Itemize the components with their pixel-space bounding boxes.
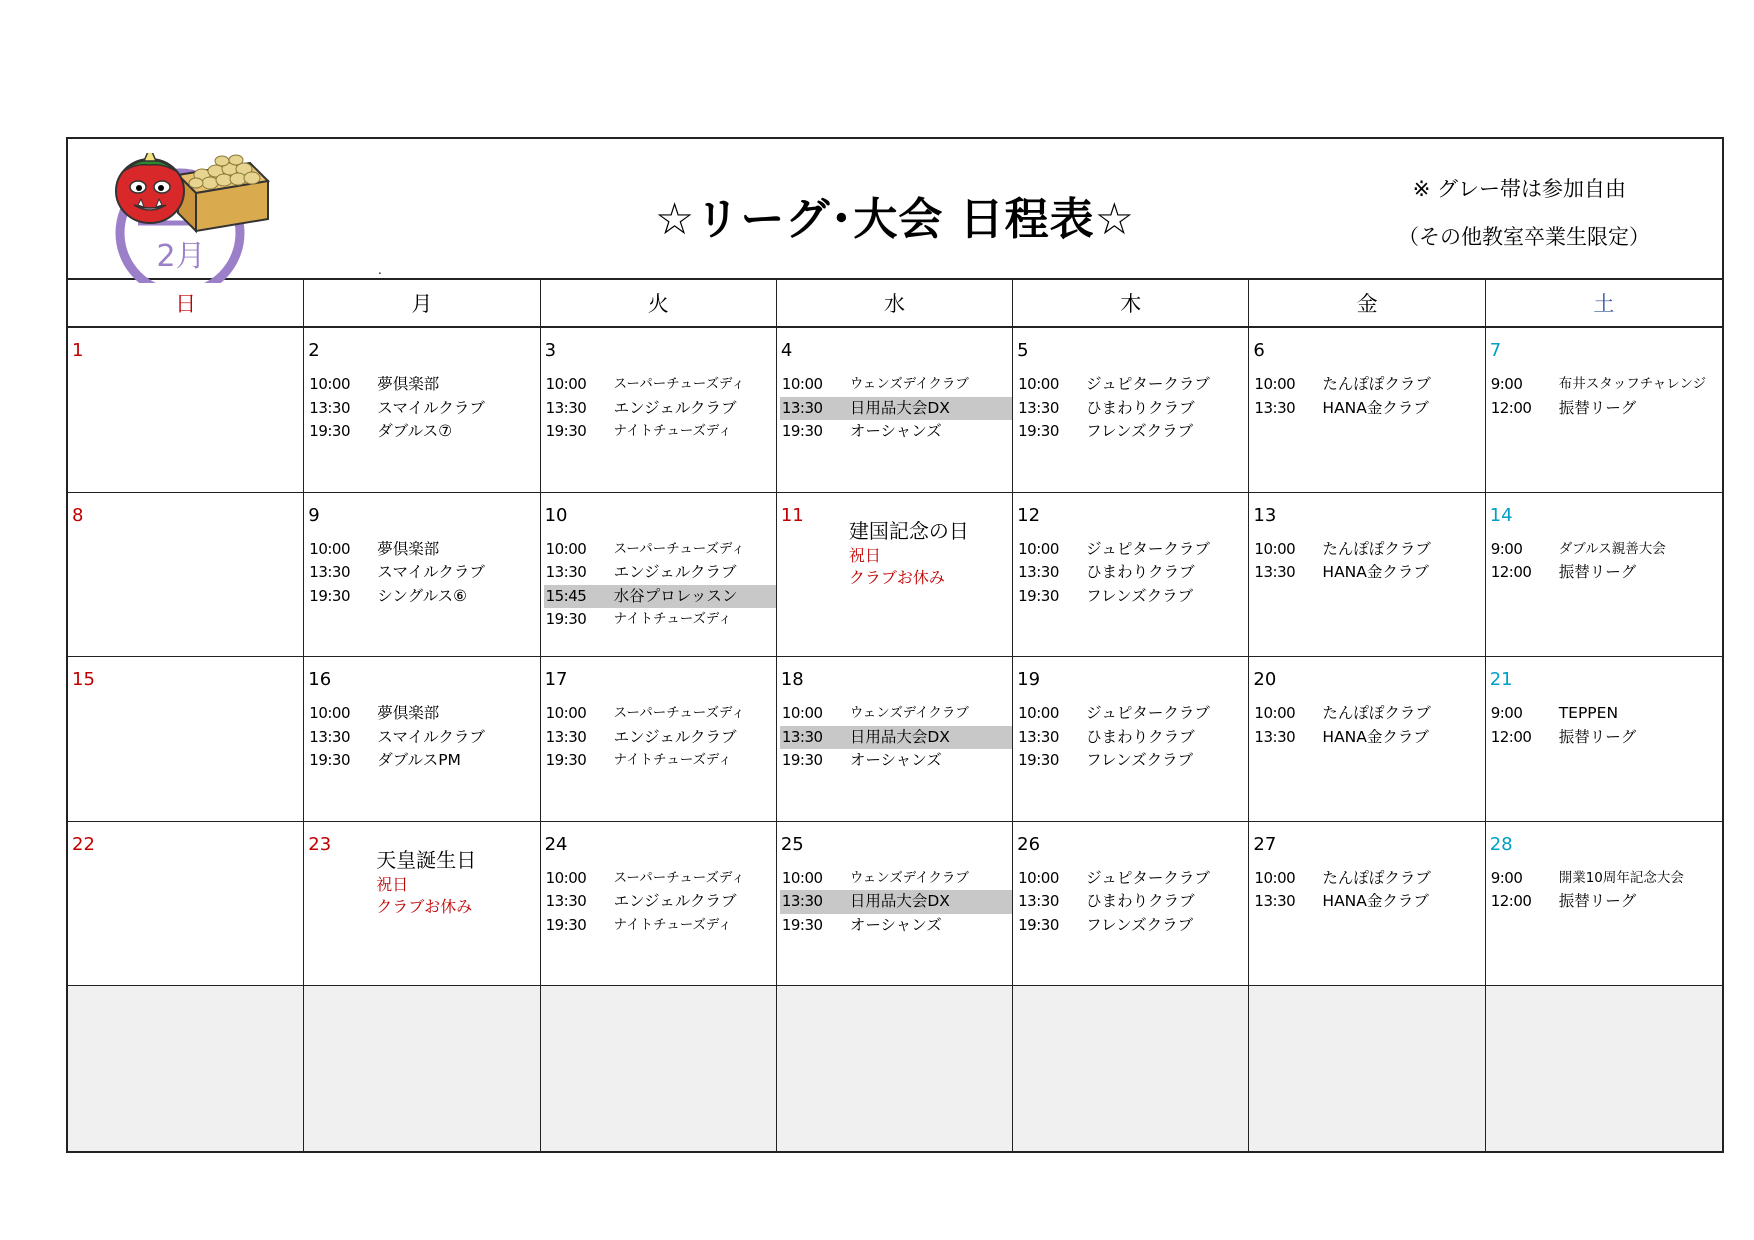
event-time: 19:30 bbox=[781, 915, 823, 934]
event-row bbox=[307, 538, 539, 562]
event-row bbox=[1016, 867, 1248, 891]
event-row bbox=[1489, 702, 1722, 726]
calendar-day-cell bbox=[777, 328, 1013, 493]
day-number: 9 bbox=[308, 504, 320, 526]
event-time: 19:30 bbox=[781, 422, 823, 440]
event-time: 10:00 bbox=[309, 704, 351, 723]
calendar-day-cell bbox=[777, 822, 1013, 987]
day-number: 1 bbox=[72, 340, 84, 361]
calendar-day-cell bbox=[304, 328, 540, 493]
day-number: 25 bbox=[780, 833, 804, 855]
event-list bbox=[307, 538, 539, 609]
event-row-open-participation bbox=[780, 397, 1012, 421]
calendar-day-cell bbox=[1486, 328, 1722, 493]
event-time: 13:30 bbox=[309, 398, 351, 417]
day-number: 20 bbox=[1253, 669, 1277, 691]
event-list bbox=[544, 702, 776, 773]
event-row bbox=[307, 585, 539, 609]
event-time: 10:00 bbox=[781, 704, 823, 723]
event-name: 夢倶楽部 bbox=[377, 539, 440, 558]
event-time: 13:30 bbox=[1254, 727, 1296, 746]
event-row bbox=[1489, 397, 1722, 421]
day-number: 4 bbox=[780, 340, 793, 361]
event-time: 19:30 bbox=[545, 751, 587, 770]
month-label: 2月 bbox=[156, 239, 206, 274]
event-name: 振替リーグ bbox=[1558, 727, 1637, 746]
event-row bbox=[780, 373, 1012, 397]
calendar-day-cell bbox=[1249, 822, 1485, 987]
event-time: 19:30 bbox=[309, 422, 351, 440]
weekday-header-row bbox=[68, 280, 1722, 328]
event-name: オーシャンズ bbox=[849, 751, 942, 770]
day-number: 8 bbox=[72, 504, 84, 526]
event-name: たんぽぽクラブ bbox=[1322, 704, 1431, 723]
event-name: たんぽぽクラブ bbox=[1322, 868, 1431, 887]
holiday-name: 天皇誕生日 bbox=[376, 847, 477, 872]
event-name: 開業10周年記念大会 bbox=[1558, 869, 1684, 886]
event-row bbox=[1016, 420, 1248, 444]
event-name: フレンズクラブ bbox=[1086, 422, 1194, 440]
event-row bbox=[1252, 538, 1484, 562]
event-time: 10:00 bbox=[545, 704, 587, 723]
calendar-day-cell bbox=[1486, 493, 1722, 658]
event-time: 10:00 bbox=[1018, 704, 1059, 723]
event-name: ひまわりクラブ bbox=[1086, 398, 1195, 417]
calendar-day-cell bbox=[541, 986, 777, 1151]
event-row bbox=[1489, 890, 1722, 914]
day-number: 18 bbox=[780, 669, 804, 691]
weekday-header-1: 月 bbox=[304, 280, 540, 326]
event-row bbox=[1252, 726, 1484, 750]
calendar-day-cell bbox=[1013, 822, 1249, 987]
event-name: ジュピタークラブ bbox=[1086, 539, 1210, 558]
day-number: 27 bbox=[1253, 833, 1277, 855]
event-time: 12:00 bbox=[1490, 727, 1532, 746]
event-time: 9:00 bbox=[1490, 704, 1523, 723]
event-name: ナイトチューズディ bbox=[613, 611, 732, 628]
event-row bbox=[544, 914, 776, 938]
event-row bbox=[1252, 890, 1484, 914]
event-row bbox=[307, 373, 539, 397]
weekday-header-2: 火 bbox=[541, 280, 777, 326]
calendar-day-cell bbox=[68, 328, 304, 493]
event-name: フレンズクラブ bbox=[1086, 751, 1194, 770]
event-row-open-participation bbox=[780, 890, 1012, 914]
day-number: 21 bbox=[1489, 669, 1513, 691]
event-time: 10:00 bbox=[545, 539, 587, 558]
event-list bbox=[307, 702, 539, 773]
event-row bbox=[307, 726, 539, 750]
calendar-day-cell bbox=[1249, 328, 1485, 493]
event-name: ひまわりクラブ bbox=[1086, 727, 1195, 746]
event-row bbox=[1252, 702, 1484, 726]
event-row bbox=[1489, 373, 1722, 397]
schedule-frame bbox=[66, 137, 1724, 1153]
day-number: 13 bbox=[1253, 504, 1277, 526]
day-number: 19 bbox=[1017, 669, 1041, 691]
calendar-day-cell bbox=[777, 493, 1013, 658]
event-time: 13:30 bbox=[1254, 892, 1296, 911]
calendar-day-cell bbox=[304, 986, 540, 1151]
event-list bbox=[1489, 702, 1722, 749]
calendar-day-cell bbox=[1013, 986, 1249, 1151]
day-number: 28 bbox=[1489, 833, 1513, 855]
event-time: 12:00 bbox=[1490, 398, 1532, 417]
day-number: 17 bbox=[544, 669, 568, 691]
event-list bbox=[1489, 538, 1722, 585]
event-name: エンジェルクラブ bbox=[613, 563, 737, 582]
event-time: 10:00 bbox=[1254, 868, 1296, 887]
weekday-header-4: 木 bbox=[1013, 280, 1249, 326]
day-number: 26 bbox=[1017, 833, 1041, 855]
event-row-open-participation bbox=[544, 585, 776, 609]
event-list bbox=[544, 373, 776, 444]
calendar-grid bbox=[68, 328, 1722, 1151]
event-list bbox=[1016, 867, 1248, 938]
event-time: 13:30 bbox=[1254, 563, 1296, 582]
event-time: 10:00 bbox=[781, 868, 823, 887]
event-time: 13:30 bbox=[309, 563, 351, 582]
event-name: ダブルス⑦ bbox=[377, 422, 453, 440]
event-name: HANA金クラブ bbox=[1322, 398, 1429, 417]
event-name: ウェンズデイクラブ bbox=[849, 705, 969, 722]
event-time: 13:30 bbox=[545, 727, 587, 746]
weekday-header-3: 水 bbox=[777, 280, 1013, 326]
calendar-day-cell bbox=[68, 822, 304, 987]
event-name: スーパーチューズディ bbox=[613, 705, 745, 722]
event-name: スーパーチューズディ bbox=[613, 869, 745, 886]
event-name: HANA金クラブ bbox=[1322, 563, 1429, 582]
event-row bbox=[307, 397, 539, 421]
event-row bbox=[1016, 914, 1248, 938]
event-name: 夢倶楽部 bbox=[377, 375, 440, 393]
event-time: 19:30 bbox=[545, 915, 587, 934]
event-row bbox=[307, 420, 539, 444]
event-name: HANA金クラブ bbox=[1322, 892, 1429, 911]
event-name: 日用品大会DX bbox=[849, 727, 950, 746]
event-name: ジュピタークラブ bbox=[1086, 704, 1210, 723]
event-row bbox=[544, 420, 776, 444]
event-time: 10:00 bbox=[781, 375, 823, 393]
event-name: エンジェルクラブ bbox=[613, 727, 737, 746]
event-time: 13:30 bbox=[1018, 727, 1059, 746]
day-number: 10 bbox=[544, 504, 568, 526]
holiday-block bbox=[376, 846, 476, 918]
event-list bbox=[1252, 867, 1484, 914]
event-name: TEPPEN bbox=[1558, 704, 1619, 723]
calendar-day-cell bbox=[541, 493, 777, 658]
event-time: 13:30 bbox=[545, 563, 587, 582]
event-name: スマイルクラブ bbox=[377, 563, 485, 582]
weekday-header-0: 日 bbox=[68, 280, 304, 326]
event-name: 振替リーグ bbox=[1558, 892, 1637, 911]
event-row bbox=[1252, 373, 1484, 397]
calendar-day-cell bbox=[541, 822, 777, 987]
event-time: 13:30 bbox=[1018, 563, 1059, 582]
event-name: ナイトチューズディ bbox=[613, 752, 732, 769]
calendar-day-cell bbox=[1013, 328, 1249, 493]
event-time: 19:30 bbox=[1018, 751, 1059, 770]
event-name: ダブルス親善大会 bbox=[1558, 540, 1666, 557]
event-time: 19:30 bbox=[545, 422, 587, 440]
day-number: 23 bbox=[308, 833, 332, 855]
event-row bbox=[1016, 538, 1248, 562]
event-row bbox=[780, 702, 1012, 726]
event-time: 10:00 bbox=[545, 868, 587, 887]
event-time: 10:00 bbox=[1018, 539, 1059, 558]
club-closed-label: クラブお休み bbox=[848, 567, 945, 587]
event-row bbox=[544, 608, 776, 632]
event-row bbox=[307, 702, 539, 726]
day-number: 5 bbox=[1017, 340, 1029, 361]
event-name: シングルス⑥ bbox=[377, 586, 468, 605]
note-grey-band: ※ グレー帯は参加自由 bbox=[1412, 177, 1626, 201]
calendar-day-cell bbox=[304, 822, 540, 987]
event-row bbox=[544, 867, 776, 891]
event-row bbox=[1016, 585, 1248, 609]
event-row bbox=[1489, 867, 1722, 891]
event-row bbox=[544, 726, 776, 750]
event-name: ウェンズデイクラブ bbox=[849, 376, 969, 392]
event-list bbox=[1489, 867, 1722, 914]
calendar-day-cell bbox=[541, 328, 777, 493]
event-name: 布井スタッフチャレンジ bbox=[1558, 376, 1707, 392]
event-time: 13:30 bbox=[545, 892, 587, 911]
day-number: 22 bbox=[72, 833, 95, 855]
event-time: 10:00 bbox=[309, 375, 351, 393]
event-row bbox=[307, 749, 539, 773]
event-time: 13:30 bbox=[309, 727, 351, 746]
event-name: フレンズクラブ bbox=[1086, 586, 1194, 605]
event-row bbox=[1016, 726, 1248, 750]
event-time: 13:30 bbox=[545, 398, 587, 417]
event-row bbox=[1489, 538, 1722, 562]
day-number: 16 bbox=[308, 669, 332, 691]
event-time: 10:00 bbox=[1018, 868, 1059, 887]
event-row bbox=[1016, 397, 1248, 421]
event-name: ナイトチューズディ bbox=[613, 916, 732, 933]
event-row bbox=[1252, 397, 1484, 421]
holiday-label: 祝日 bbox=[376, 874, 409, 894]
event-row bbox=[1489, 561, 1722, 585]
event-name: オーシャンズ bbox=[849, 422, 942, 440]
calendar-day-cell bbox=[1013, 493, 1249, 658]
holiday-name: 建国記念の日 bbox=[848, 518, 969, 543]
event-row bbox=[544, 397, 776, 421]
event-name: ウェンズデイクラブ bbox=[849, 869, 969, 886]
event-time: 10:00 bbox=[1254, 375, 1296, 393]
calendar-day-cell bbox=[68, 493, 304, 658]
event-row bbox=[1252, 561, 1484, 585]
event-list bbox=[780, 867, 1012, 938]
event-row bbox=[780, 914, 1012, 938]
event-name: ひまわりクラブ bbox=[1086, 892, 1195, 911]
event-row bbox=[544, 890, 776, 914]
day-number: 7 bbox=[1489, 340, 1502, 361]
event-name: エンジェルクラブ bbox=[613, 892, 737, 911]
event-name: 日用品大会DX bbox=[849, 398, 950, 417]
event-list bbox=[1252, 538, 1484, 585]
event-name: 日用品大会DX bbox=[849, 892, 950, 911]
day-number: 6 bbox=[1253, 340, 1265, 361]
event-row-open-participation bbox=[780, 726, 1012, 750]
calendar-day-cell bbox=[1486, 986, 1722, 1151]
event-name: フレンズクラブ bbox=[1086, 915, 1194, 934]
event-name: エンジェルクラブ bbox=[613, 398, 737, 417]
event-name: たんぽぽクラブ bbox=[1322, 539, 1431, 558]
event-time: 15:45 bbox=[545, 586, 587, 605]
event-list bbox=[1016, 702, 1248, 773]
calendar-day-cell bbox=[541, 657, 777, 822]
event-time: 19:30 bbox=[309, 751, 351, 770]
note-graduates-only: （その他教室卒業生限定） bbox=[1398, 225, 1650, 249]
calendar-day-cell bbox=[68, 657, 304, 822]
stray-dot: . bbox=[378, 263, 382, 277]
day-number: 3 bbox=[544, 340, 557, 361]
event-time: 19:30 bbox=[781, 751, 823, 770]
calendar-day-cell bbox=[304, 657, 540, 822]
calendar-day-cell bbox=[68, 986, 304, 1151]
event-name: 振替リーグ bbox=[1558, 563, 1637, 582]
event-name: ジュピタークラブ bbox=[1086, 868, 1210, 887]
event-time: 10:00 bbox=[545, 375, 587, 393]
event-time: 13:30 bbox=[781, 398, 823, 417]
event-row bbox=[544, 561, 776, 585]
event-time: 10:00 bbox=[309, 539, 351, 558]
event-name: スマイルクラブ bbox=[377, 398, 485, 417]
event-list bbox=[780, 373, 1012, 444]
event-row bbox=[1016, 749, 1248, 773]
event-time: 10:00 bbox=[1254, 704, 1296, 723]
event-time: 19:30 bbox=[1018, 915, 1059, 934]
event-name: スーパーチューズディ bbox=[613, 376, 745, 392]
event-row bbox=[1016, 890, 1248, 914]
event-row bbox=[1489, 726, 1722, 750]
club-closed-label: クラブお休み bbox=[376, 896, 473, 916]
event-list bbox=[1016, 373, 1248, 444]
schedule-header bbox=[68, 139, 1722, 280]
event-row bbox=[544, 702, 776, 726]
event-time: 19:30 bbox=[545, 610, 587, 629]
calendar-day-cell bbox=[1486, 822, 1722, 987]
calendar-day-cell bbox=[1249, 657, 1485, 822]
event-name: オーシャンズ bbox=[849, 915, 942, 934]
event-name: 振替リーグ bbox=[1558, 398, 1637, 417]
event-row bbox=[544, 373, 776, 397]
day-number: 11 bbox=[780, 504, 804, 526]
event-row bbox=[1016, 373, 1248, 397]
holiday-label: 祝日 bbox=[848, 545, 881, 565]
event-time: 13:30 bbox=[781, 892, 823, 911]
event-time: 9:00 bbox=[1490, 539, 1523, 558]
event-list bbox=[544, 538, 776, 632]
calendar-day-cell bbox=[777, 986, 1013, 1151]
day-number: 2 bbox=[308, 340, 320, 361]
event-time: 10:00 bbox=[1018, 375, 1059, 393]
calendar-day-cell bbox=[1486, 657, 1722, 822]
event-row bbox=[544, 749, 776, 773]
event-time: 13:30 bbox=[1018, 892, 1059, 911]
event-list bbox=[1252, 373, 1484, 420]
weekday-header-5: 金 bbox=[1249, 280, 1485, 326]
event-name: ジュピタークラブ bbox=[1086, 375, 1210, 393]
event-time: 13:30 bbox=[1018, 398, 1059, 417]
page-title: ☆リーグ･大会 日程表☆ bbox=[654, 194, 1136, 245]
event-time: 13:30 bbox=[781, 727, 823, 746]
event-list bbox=[544, 867, 776, 938]
event-row bbox=[307, 561, 539, 585]
event-time: 19:30 bbox=[1018, 586, 1059, 605]
holiday-block bbox=[849, 517, 969, 589]
day-number: 14 bbox=[1489, 504, 1513, 526]
event-row bbox=[1016, 561, 1248, 585]
event-list bbox=[1252, 702, 1484, 749]
event-time: 19:30 bbox=[1018, 422, 1059, 440]
event-list bbox=[1489, 373, 1722, 420]
event-time: 10:00 bbox=[1254, 539, 1296, 558]
event-name: スーパーチューズディ bbox=[613, 540, 745, 557]
event-list bbox=[780, 702, 1012, 773]
event-list bbox=[1016, 538, 1248, 609]
event-time: 12:00 bbox=[1490, 563, 1532, 582]
event-list bbox=[307, 373, 539, 444]
event-name: たんぽぽクラブ bbox=[1322, 375, 1431, 393]
event-name: ナイトチューズディ bbox=[613, 423, 732, 439]
calendar-day-cell bbox=[1013, 657, 1249, 822]
event-name: ひまわりクラブ bbox=[1086, 563, 1195, 582]
day-number: 12 bbox=[1017, 504, 1041, 526]
calendar-day-cell bbox=[777, 657, 1013, 822]
event-name: 夢倶楽部 bbox=[377, 704, 440, 723]
event-time: 13:30 bbox=[1254, 398, 1296, 417]
event-name: スマイルクラブ bbox=[377, 727, 485, 746]
event-time: 9:00 bbox=[1490, 375, 1523, 393]
event-row bbox=[1252, 867, 1484, 891]
day-number: 24 bbox=[544, 833, 568, 855]
calendar-day-cell bbox=[1249, 986, 1485, 1151]
calendar-day-cell bbox=[304, 493, 540, 658]
event-name: 水谷プロレッスン bbox=[613, 586, 738, 605]
event-name: HANA金クラブ bbox=[1322, 727, 1429, 746]
event-row bbox=[780, 420, 1012, 444]
weekday-header-6: 土 bbox=[1593, 292, 1615, 316]
event-time: 19:30 bbox=[309, 586, 351, 605]
day-number: 15 bbox=[72, 669, 95, 691]
event-row bbox=[544, 538, 776, 562]
event-row bbox=[780, 867, 1012, 891]
calendar-day-cell bbox=[1249, 493, 1485, 658]
event-name: ダブルスPM bbox=[377, 751, 461, 770]
event-row bbox=[780, 749, 1012, 773]
event-time: 12:00 bbox=[1490, 892, 1532, 911]
event-time: 9:00 bbox=[1490, 868, 1523, 887]
event-row bbox=[1016, 702, 1248, 726]
